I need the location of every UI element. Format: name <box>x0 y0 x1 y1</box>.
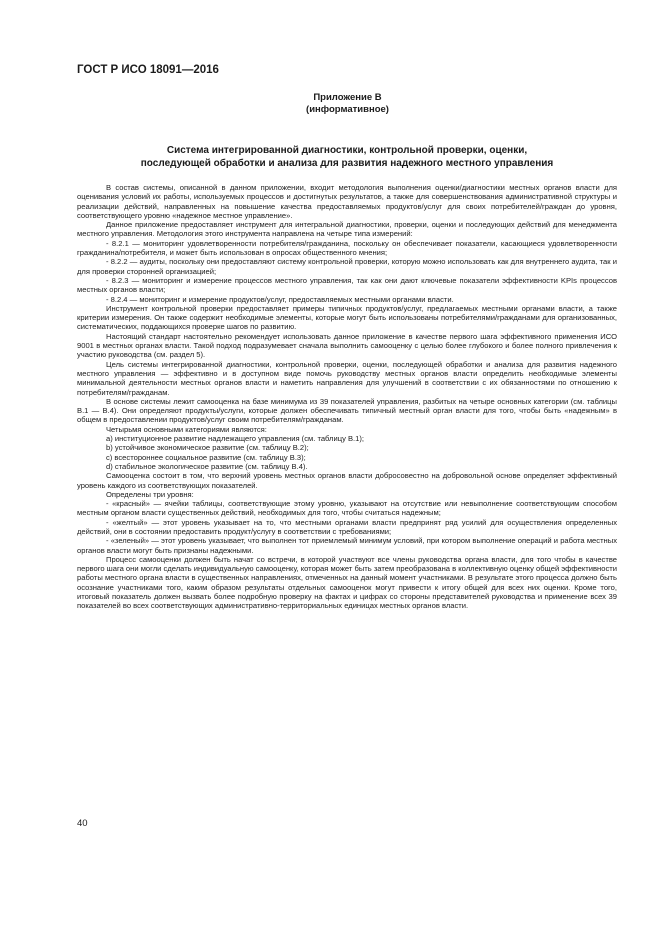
section-title <box>77 144 617 170</box>
paragraph: Настоящий стандарт настоятельно рекомендует использовать данное приложение в качестве первого шага эффективного применения ИСО 9001 в местных органах власти. Такой подход подразумевает сначала выполнить самооценку с целью более глубокого и более полного привлечения к участию руководства (см. раздел 5). <box>77 331 617 360</box>
list-item: - «зеленый» — этот уровень указывает, что выполнен тот приемлемый минимум условий, при котором выполнение операций и работа местных органов власти могут быть признаны надежными. <box>77 536 617 555</box>
list-item: - «красный» — ячейки таблицы, соответствующие этому уровню, указывают на отсутствие или невыполнение соответствующим способом местным органом власти существенных действий, необходимых для того, чтобы считаться надежным; <box>77 499 617 518</box>
list-item: - 8.2.1 — мониторинг удовлетворенности потребителя/гражданина, поскольку он обеспечивает показатели, касающиеся удовлетворенности гражданина/потребителя, и может быть использован в опросах общественного мнения; <box>77 238 617 258</box>
paragraph: Четырьмя основными категориями являются: <box>106 424 267 434</box>
list-item: - «желтый» — этот уровень указывает на то, что местными органами власти предпринят ряд усилий для осуществления определенных действий, они в состоянии предоставить продукт/услугу в соответствии с требованиями; <box>77 517 617 536</box>
list-item: a) институционное развитие надлежащего управления (см. таблицу В.1); <box>106 434 365 444</box>
paragraph: Процесс самооценки должен быть начат со встречи, в которой участвуют все члены руководства органа власти, для того чтобы в качестве первого шага они могли сделать индивидуальную самооценку, которая может быть затем преобразована в коллективную оценку общей эффективности работы местного органа власти в существенных направлениях, отмеченных на данный момент участниками. В результате этого процесса должно быть осознание участниками того, каким образом результаты отдельных самооценок могут привести к итогу общей для всех них оценки. Кроме того, итоговый показатель должен вызвать более подробную проверку на фактах и цифрах со стороны представителей руководства и применение всех 39 показателей во всех соответствующих административно-территориальных единицах местных органов власти. <box>77 554 617 611</box>
paragraph: В основе системы лежит самооценка на базе минимума из 39 показателей управления, разбитых на четыре основных категории (см. таблицы В.1 — В.4). Они определяют продукты/услуги, которые должен обеспечивать типичный местный орган власти для того, чтобы быть «надежным» в общем в предоставлении продуктов/услуг своим потребителям/гражданам. <box>77 396 617 425</box>
appendix-type: (информативное) <box>306 103 389 115</box>
paragraph: Инструмент контрольной проверки предоставляет примеры типичных продуктов/услуг, предлагаемых местными органами власти, а также критерии измерения. Он также содержит необходимые элементы, которые могут быть использованы потребителями/гражданами для организованных, систематических, поддающихся проверке шагов по развитию. <box>77 303 617 332</box>
list-item: - 8.2.3 — мониторинг и измерение процессов местного управления, так как они дают ключевые показатели эффективности KPIs процессов местных органов власти; <box>77 275 617 295</box>
list-item: c) всестороннее социальное развитие (см. таблицу В.3); <box>106 452 306 462</box>
paragraph: Цель системы интегрированной диагностики, контрольной проверки, оценки, последующей обработки и анализа для развития надежного местного управления — эффективно и в доступном виде помочь руководству местных органов власти определить необходимые элементы минимальной деятельности местных органов власти и наметить направления для улучшений в соответствии с их обязанностями по отношению к потребителям/гражданам. <box>77 359 617 397</box>
page-number: 40 <box>77 818 88 829</box>
list-item: - 8.2.4 — мониторинг и измерение продуктов/услуг, предоставляемых местными органами власти. <box>106 294 454 304</box>
list-item: b) устойчивое экономическое развитие (см. таблицу В.2); <box>106 443 309 453</box>
body-text <box>77 183 617 611</box>
list-item: - 8.2.2 — аудиты, поскольку они предоставляют систему контрольной проверки, которую можно использовать как для внутреннего аудита, так и для проверки сторонней организацией; <box>77 257 617 276</box>
list-item: d) стабильное экологическое развитие (см. таблицу В.4). <box>106 461 308 471</box>
paragraph: Самооценка состоит в том, что верхний уровень местных органов власти добросовестно на добровольной основе определяет эффективный уровень каждого из соответствующих показателей. <box>77 471 617 490</box>
document-header: ГОСТ Р ИСО 18091—2016 <box>77 64 219 76</box>
paragraph: В состав системы, описанной в данном приложении, входит методология выполнения оценки/диагностики местных органов власти для оценивания условий их работы, используемых процессов и достигнутых результатов, а также для совершенствования административной структуры и реализации действий, направленных на повышение качества предоставляемых продуктов/услуг для своих потребителей/граждан до уровня, соответствующего уровню «надежное местное управление». <box>77 183 617 220</box>
paragraph: Данное приложение предоставляет инструмент для интегральной диагностики, проверки, оценки и последующих действий для менеджмента местного управления. Методология этого инструмента направлена на четыре типа измерений: <box>77 220 617 239</box>
section-title-line-1: Система интегрированной диагностики, контрольной проверки, оценки, <box>166 145 528 156</box>
paragraph: Определены три уровня: <box>106 489 194 499</box>
section-title-line-2: последующей обработки и анализа для развития надежного местного управления <box>140 158 554 169</box>
appendix-label: Приложение В <box>313 92 382 103</box>
appendix-heading <box>0 92 661 115</box>
